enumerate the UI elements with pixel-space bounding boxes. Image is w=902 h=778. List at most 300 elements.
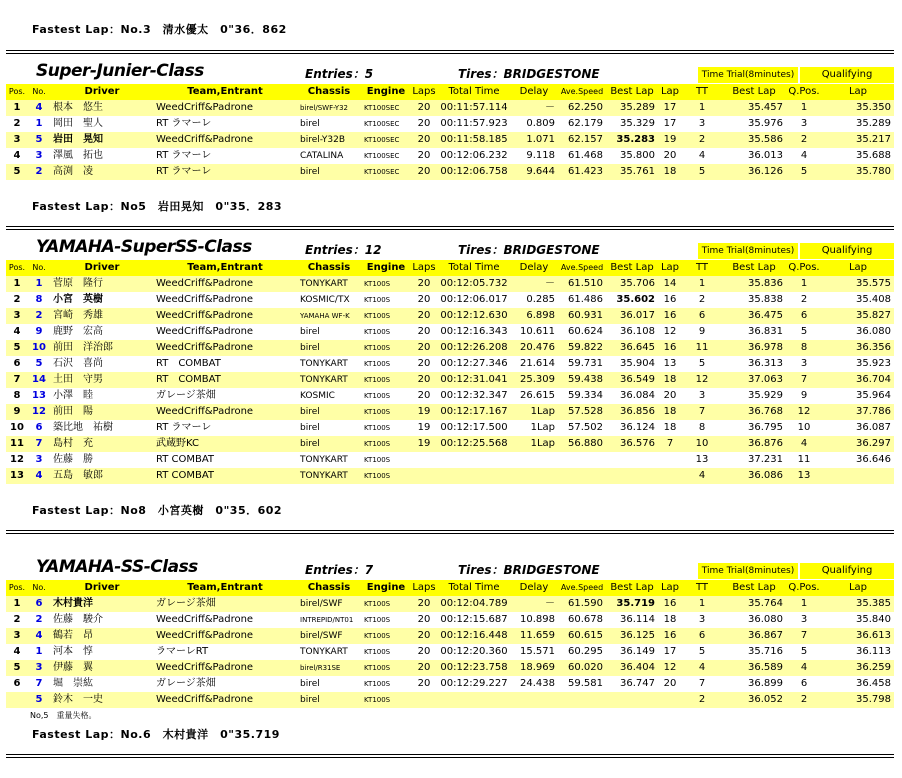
- table-row: [6, 676, 894, 692]
- cell-q-pos: 1: [786, 276, 822, 292]
- cell-best-lap: 36.149: [620, 646, 655, 657]
- cell-total-time: 00:12:06.232: [440, 150, 508, 161]
- cell-total-time: 00:12:31.041: [438, 372, 510, 388]
- cell-tt-best-lap: 35.457: [722, 100, 786, 116]
- cell-engine: KT100S: [362, 308, 410, 324]
- cell-team: RT ラマーレ: [156, 422, 212, 433]
- cell-chassis: TONYKART: [296, 468, 362, 484]
- cell-lap: 12: [663, 326, 677, 337]
- cell-pos: 2: [13, 614, 21, 625]
- cell-q-lap: 35.840: [856, 614, 891, 625]
- fastest-lap-yamaha-ss: Fastest Lap：No.6 木村貴洋 0"35.719: [32, 728, 280, 741]
- cell-q-lap: 35.385: [822, 596, 894, 612]
- cell-tt: 2: [682, 692, 722, 708]
- cell-ave-speed: 60.615: [558, 628, 606, 644]
- column-header-team: Team,Entrant: [154, 260, 296, 276]
- column-header-pos: Pos.: [6, 84, 28, 100]
- cell-chassis: TONYKART: [296, 276, 362, 292]
- cell-driver: 伊藤 翼: [50, 660, 154, 676]
- cell-lap: 20: [663, 390, 677, 401]
- table-header-row: [6, 260, 894, 276]
- cell-q-pos: 4: [786, 436, 822, 452]
- cell-q-lap: 36.113: [856, 646, 891, 657]
- cell-best-lap: 35.904: [620, 358, 655, 369]
- cell-total-time: 00:12:26.208: [438, 340, 510, 356]
- cell-lap: 16: [663, 294, 677, 305]
- cell-engine: KT100S: [364, 648, 391, 656]
- cell-delay: 1.071: [510, 132, 558, 148]
- cell-pos: 9: [6, 404, 28, 420]
- cell-tt: 5: [698, 646, 706, 657]
- column-header-best-lap: Best Lap: [606, 260, 658, 276]
- cell-chassis: birel: [296, 164, 362, 180]
- cell-total-time: 00:12:06.017: [440, 294, 508, 305]
- table-row: [6, 356, 894, 372]
- cell-ave-speed: 60.020: [558, 660, 606, 676]
- cell-q-lap: 35.289: [856, 118, 891, 129]
- cell-no: 2: [28, 164, 50, 180]
- cell-pos: 3: [6, 132, 28, 148]
- cell-team: WeedCriff&Padrone: [154, 660, 296, 676]
- cell-total-time: [438, 692, 510, 708]
- column-header-engine: Engine: [362, 580, 410, 596]
- table-row: [6, 612, 894, 628]
- cell-lap: 17: [663, 118, 677, 129]
- cell-tt: 7: [682, 404, 722, 420]
- column-header-pos: Pos.: [6, 260, 28, 276]
- cell-total-time: 00:12:29.227: [440, 678, 508, 689]
- cell-q-lap: 36.458: [856, 678, 891, 689]
- section-divider: [6, 50, 894, 54]
- cell-tt: 1: [682, 100, 722, 116]
- cell-best-lap: 36.747: [620, 678, 655, 689]
- cell-driver: 鹿野 宏高: [53, 326, 103, 337]
- cell-lap: 18: [663, 614, 677, 625]
- cell-q-pos: 7: [786, 372, 822, 388]
- cell-pos: 5: [6, 340, 28, 356]
- cell-engine: KT100SEC: [364, 120, 400, 128]
- cell-no: 10: [28, 340, 50, 356]
- cell-chassis: YAMAHA WF-K: [296, 308, 362, 324]
- cell-q-lap: 36.297: [822, 436, 894, 452]
- cell-engine: KT100S: [362, 660, 410, 676]
- cell-team: RT ラマーレ: [156, 118, 212, 129]
- cell-ave-speed: 59.581: [568, 678, 603, 689]
- cell-laps: 20: [410, 628, 438, 644]
- column-header-lap: Lap: [658, 84, 682, 100]
- cell-ave-speed: 61.423: [558, 164, 606, 180]
- table-row: [6, 436, 894, 452]
- tires-brand: Tires：BRIDGESTONE: [458, 67, 600, 81]
- cell-lap: 7: [658, 436, 682, 452]
- cell-team: RT COMBAT: [156, 358, 221, 369]
- cell-ave-speed: 61.510: [558, 276, 606, 292]
- cell-chassis: birel: [296, 436, 362, 452]
- class-title: YAMAHA-SuperSS-Class: [36, 237, 252, 257]
- cell-delay: 10.898: [520, 614, 555, 625]
- cell-laps: [410, 452, 438, 468]
- cell-driver: 河本 惇: [53, 646, 93, 657]
- cell-tt: 5: [682, 164, 722, 180]
- cell-engine: KT100SEC: [362, 132, 410, 148]
- section-header: [6, 238, 894, 260]
- cell-delay: 21.614: [520, 358, 555, 369]
- cell-pos: 11: [6, 436, 28, 452]
- cell-tt: 3: [698, 390, 706, 401]
- column-header-tt: TT: [682, 84, 722, 100]
- cell-total-time: 00:12:05.732: [438, 276, 510, 292]
- column-header-driver: Driver: [50, 260, 154, 276]
- cell-ave-speed: 60.295: [568, 646, 603, 657]
- cell-chassis: birel/SWF: [296, 628, 362, 644]
- cell-laps: 20: [417, 118, 431, 129]
- section-yamaha-superss: [6, 238, 894, 484]
- cell-laps: [410, 692, 438, 708]
- cell-total-time: 00:11:57.114: [438, 100, 510, 116]
- table-row: [6, 596, 894, 612]
- cell-no: 2: [35, 614, 43, 625]
- column-header-no: No.: [28, 84, 50, 100]
- cell-driver: 岡田 聖人: [53, 118, 103, 129]
- cell-chassis: TONYKART: [296, 372, 362, 388]
- table-row: [6, 372, 894, 388]
- cell-engine: KT100S: [362, 276, 410, 292]
- cell-total-time: 00:12:17.500: [440, 422, 508, 433]
- cell-pos: 4: [13, 646, 21, 657]
- cell-no: 13: [32, 390, 46, 401]
- cell-lap: 17: [663, 646, 677, 657]
- time-trial-label: Time Trial(8minutes): [698, 243, 798, 259]
- cell-no: 5: [35, 358, 43, 369]
- cell-q-pos: 2: [786, 132, 822, 148]
- cell-lap: 20: [663, 150, 677, 161]
- column-header-total-time: Total Time: [438, 84, 510, 100]
- cell-driver: 土田 守男: [50, 372, 154, 388]
- cell-total-time: 00:12:17.167: [438, 404, 510, 420]
- column-header-total-time: Total Time: [438, 580, 510, 596]
- cell-delay: 9.644: [510, 164, 558, 180]
- cell-best-lap: 35.719: [606, 596, 658, 612]
- cell-q-lap: 35.408: [856, 294, 891, 305]
- cell-engine: KT100S: [364, 616, 391, 624]
- cell-lap: 18: [658, 164, 682, 180]
- cell-delay: 10.611: [520, 326, 555, 337]
- cell-tt-best-lap: 36.475: [722, 308, 786, 324]
- cell-laps: 20: [417, 294, 431, 305]
- cell-laps: 20: [417, 646, 431, 657]
- cell-total-time: 00:12:15.687: [440, 614, 508, 625]
- cell-q-lap: 35.575: [822, 276, 894, 292]
- cell-best-lap: 36.124: [620, 422, 655, 433]
- cell-tt-best-lap: 36.052: [722, 692, 786, 708]
- cell-driver: 佐藤 駿介: [53, 614, 103, 625]
- cell-tt: 3: [698, 614, 706, 625]
- cell-driver: 築比地 祐樹: [53, 422, 113, 433]
- cell-delay: 20.476: [510, 340, 558, 356]
- time-trial-label: Time Trial(8minutes): [698, 67, 798, 83]
- column-header-tt: TT: [682, 580, 722, 596]
- cell-engine: KT100S: [362, 404, 410, 420]
- cell-tt-best-lap: 35.764: [722, 596, 786, 612]
- cell-team: ガレージ茶畑: [156, 390, 216, 401]
- cell-pos: 6: [13, 678, 21, 689]
- cell-q-pos: 3: [800, 614, 808, 625]
- cell-lap: 13: [663, 358, 677, 369]
- cell-tt-best-lap: 36.876: [722, 436, 786, 452]
- cell-best-lap: 35.329: [620, 118, 655, 129]
- cell-delay: 25.309: [510, 372, 558, 388]
- table-row: [6, 452, 894, 468]
- cell-laps: [410, 468, 438, 484]
- cell-q-pos: 13: [786, 468, 822, 484]
- cell-chassis: TONYKART: [300, 455, 348, 465]
- cell-team: WeedCriff&Padrone: [154, 340, 296, 356]
- cell-delay: [510, 468, 558, 484]
- cell-ave-speed: 59.438: [558, 372, 606, 388]
- cell-q-pos: 3: [800, 118, 808, 129]
- cell-no: 7: [28, 436, 50, 452]
- cell-engine: KT100S: [364, 328, 391, 336]
- cell-chassis: birel-Y32B: [296, 132, 362, 148]
- cell-tt-best-lap: 36.867: [722, 628, 786, 644]
- column-header-ave-speed: Ave.Speed: [558, 580, 606, 596]
- cell-q-pos: 4: [786, 660, 822, 676]
- cell-q-pos: 7: [786, 628, 822, 644]
- cell-q-lap: 36.259: [822, 660, 894, 676]
- table-row: [6, 292, 894, 308]
- cell-no: 1: [35, 646, 43, 657]
- cell-laps: 20: [410, 132, 438, 148]
- cell-tt: 2: [682, 132, 722, 148]
- cell-q-lap: 36.080: [856, 326, 891, 337]
- cell-tt: 7: [698, 678, 706, 689]
- column-header-driver: Driver: [50, 84, 154, 100]
- cell-q-lap: 35.780: [822, 164, 894, 180]
- cell-tt: 4: [682, 468, 722, 484]
- cell-tt: 8: [698, 422, 706, 433]
- column-header-engine: Engine: [362, 260, 410, 276]
- column-header-chassis: Chassis: [296, 84, 362, 100]
- cell-no: 4: [28, 100, 50, 116]
- qualifying-label: Qualifying: [800, 243, 894, 259]
- table-row: [6, 388, 894, 404]
- cell-lap: 20: [663, 678, 677, 689]
- column-header-q-lap: Lap: [822, 84, 894, 100]
- table-row: [6, 660, 894, 676]
- column-header-best-lap: Best Lap: [606, 84, 658, 100]
- cell-engine: KT100S: [362, 436, 410, 452]
- column-header-delay: Delay: [510, 84, 558, 100]
- cell-team: RT COMBAT: [156, 454, 215, 465]
- class-title: Super-Junier-Class: [36, 61, 204, 81]
- cell-ave-speed: 59.334: [568, 390, 603, 401]
- cell-chassis: birel: [300, 423, 320, 433]
- cell-best-lap: 36.114: [620, 614, 655, 625]
- cell-tt-best-lap: 36.126: [722, 164, 786, 180]
- cell-driver: 岩田 晃知: [50, 132, 154, 148]
- cell-tt: 5: [698, 358, 706, 369]
- cell-laps: 20: [417, 358, 431, 369]
- cell-pos: 5: [6, 660, 28, 676]
- column-header-tt-best-lap: Best Lap: [722, 84, 786, 100]
- cell-no: 1: [35, 118, 43, 129]
- cell-driver: 澤風 拓也: [53, 150, 103, 161]
- cell-q-lap: 36.704: [822, 372, 894, 388]
- cell-team: WeedCriff&Padrone: [156, 326, 254, 337]
- cell-team: RT ラマーレ: [156, 150, 212, 161]
- cell-tt-best-lap: 36.080: [748, 614, 783, 625]
- cell-lap: 16: [658, 596, 682, 612]
- table-row: [6, 644, 894, 660]
- cell-lap: 14: [658, 276, 682, 292]
- table-row: [6, 132, 894, 148]
- cell-engine: KT100S: [362, 372, 410, 388]
- cell-laps: 19: [410, 404, 438, 420]
- cell-laps: 20: [417, 390, 431, 401]
- cell-no: 9: [35, 326, 43, 337]
- cell-team: WeedCriff&Padrone: [154, 132, 296, 148]
- cell-q-lap: 35.798: [822, 692, 894, 708]
- cell-team: 武蔵野KC: [154, 436, 296, 452]
- cell-engine: KT100S: [364, 296, 391, 304]
- column-header-best-lap: Best Lap: [606, 580, 658, 596]
- cell-q-lap: 36.613: [822, 628, 894, 644]
- cell-engine: KT100SEC: [364, 152, 400, 160]
- entries-count: Entries：12: [305, 243, 382, 257]
- cell-lap: 16: [658, 340, 682, 356]
- column-header-delay: Delay: [510, 580, 558, 596]
- cell-pos: 8: [13, 390, 21, 401]
- cell-tt: 4: [698, 150, 706, 161]
- cell-driver: 前田 洋治郎: [50, 340, 154, 356]
- cell-pos: 12: [10, 454, 24, 465]
- cell-driver: 鈴木 一史: [50, 692, 154, 708]
- cell-delay: 18.969: [510, 660, 558, 676]
- cell-best-lap: [606, 452, 658, 468]
- cell-tt: 12: [682, 372, 722, 388]
- cell-team: WeedCriff&Padrone: [154, 308, 296, 324]
- time-trial-label: Time Trial(8minutes): [698, 563, 798, 579]
- cell-pos: 3: [6, 308, 28, 324]
- cell-laps: 20: [410, 660, 438, 676]
- cell-ave-speed: [558, 468, 606, 484]
- section-divider: [6, 226, 894, 230]
- cell-team: WeedCriff&Padrone: [154, 100, 296, 116]
- cell-delay: 24.438: [520, 678, 555, 689]
- cell-lap: [658, 692, 682, 708]
- cell-driver: 高渕 凌: [50, 164, 154, 180]
- cell-driver: 石沢 喜尚: [53, 358, 103, 369]
- cell-chassis: CATALINA: [300, 151, 344, 161]
- column-header-total-time: Total Time: [438, 260, 510, 276]
- qualifying-label: Qualifying: [800, 563, 894, 579]
- cell-tt: 1: [682, 596, 722, 612]
- cell-delay: 0.809: [526, 118, 555, 129]
- cell-ave-speed: 61.468: [568, 150, 603, 161]
- fastest-lap-yamaha-superss: Fastest Lap：No8 小宮英樹 0"35．602: [32, 504, 283, 517]
- cell-chassis: birel: [296, 404, 362, 420]
- cell-pos: 4: [13, 150, 21, 161]
- table-header-row: [6, 84, 894, 100]
- column-header-tt: TT: [682, 260, 722, 276]
- cell-engine: KT100S: [364, 392, 391, 400]
- cell-team: RT COMBAT: [154, 372, 296, 388]
- cell-driver: 前田 陽: [50, 404, 154, 420]
- cell-best-lap: 36.576: [606, 436, 658, 452]
- qualifying-label: Qualifying: [800, 67, 894, 83]
- cell-tt-best-lap: 36.589: [722, 660, 786, 676]
- cell-best-lap: 36.017: [606, 308, 658, 324]
- cell-engine: KT100S: [362, 468, 410, 484]
- cell-q-pos: 2: [786, 692, 822, 708]
- column-header-ave-speed: Ave.Speed: [558, 84, 606, 100]
- cell-engine: KT100S: [364, 424, 391, 432]
- entries-count: Entries：5: [305, 67, 374, 81]
- cell-laps: 20: [417, 150, 431, 161]
- cell-total-time: 00:12:12.630: [438, 308, 510, 324]
- column-header-q-pos: Q.Pos.: [786, 84, 822, 100]
- cell-q-lap: 35.827: [822, 308, 894, 324]
- cell-best-lap: 36.125: [606, 628, 658, 644]
- cell-best-lap: 35.283: [606, 132, 658, 148]
- cell-ave-speed: [558, 692, 606, 708]
- cell-engine: KT100S: [362, 340, 410, 356]
- cell-pos: 1: [6, 596, 28, 612]
- table-row: [6, 308, 894, 324]
- cell-total-time: 00:11:58.185: [438, 132, 510, 148]
- cell-team: RT ラマーレ: [154, 164, 296, 180]
- class-title: YAMAHA-SS-Class: [36, 557, 198, 577]
- cell-delay: 6.898: [510, 308, 558, 324]
- cell-q-pos: 5: [800, 326, 808, 337]
- cell-total-time: 00:12:04.789: [438, 596, 510, 612]
- cell-no: 14: [28, 372, 50, 388]
- cell-q-pos: 1: [786, 100, 822, 116]
- cell-tt-best-lap: 36.795: [748, 422, 783, 433]
- cell-lap: 16: [658, 308, 682, 324]
- cell-lap: 19: [658, 132, 682, 148]
- column-header-laps: Laps: [410, 84, 438, 100]
- cell-best-lap: 36.645: [606, 340, 658, 356]
- column-header-chassis: Chassis: [296, 260, 362, 276]
- table-row: [6, 148, 894, 164]
- cell-delay: [510, 452, 558, 468]
- cell-total-time: 00:12:32.347: [440, 390, 508, 401]
- cell-tt-best-lap: 36.086: [722, 468, 786, 484]
- column-header-no: No.: [28, 580, 50, 596]
- cell-best-lap: 35.289: [606, 100, 658, 116]
- cell-pos: 4: [13, 326, 21, 337]
- table-row: [6, 116, 894, 132]
- cell-tt: 10: [682, 436, 722, 452]
- cell-no: 3: [28, 660, 50, 676]
- cell-lap: 17: [658, 100, 682, 116]
- cell-laps: 20: [410, 100, 438, 116]
- tires-brand: Tires：BRIDGESTONE: [458, 563, 600, 577]
- column-header-q-pos: Q.Pos.: [786, 580, 822, 596]
- cell-tt: 13: [695, 454, 709, 465]
- cell-total-time: 00:12:25.568: [438, 436, 510, 452]
- cell-ave-speed: 60.678: [568, 614, 603, 625]
- cell-total-time: 00:12:16.343: [440, 326, 508, 337]
- cell-ave-speed: 61.486: [568, 294, 603, 305]
- cell-team: ガレージ茶畑: [154, 596, 296, 612]
- cell-pos: 6: [13, 358, 21, 369]
- cell-q-lap: 35.350: [822, 100, 894, 116]
- cell-tt: 2: [698, 294, 706, 305]
- cell-engine: KT100S: [364, 680, 391, 688]
- cell-tt: 4: [682, 660, 722, 676]
